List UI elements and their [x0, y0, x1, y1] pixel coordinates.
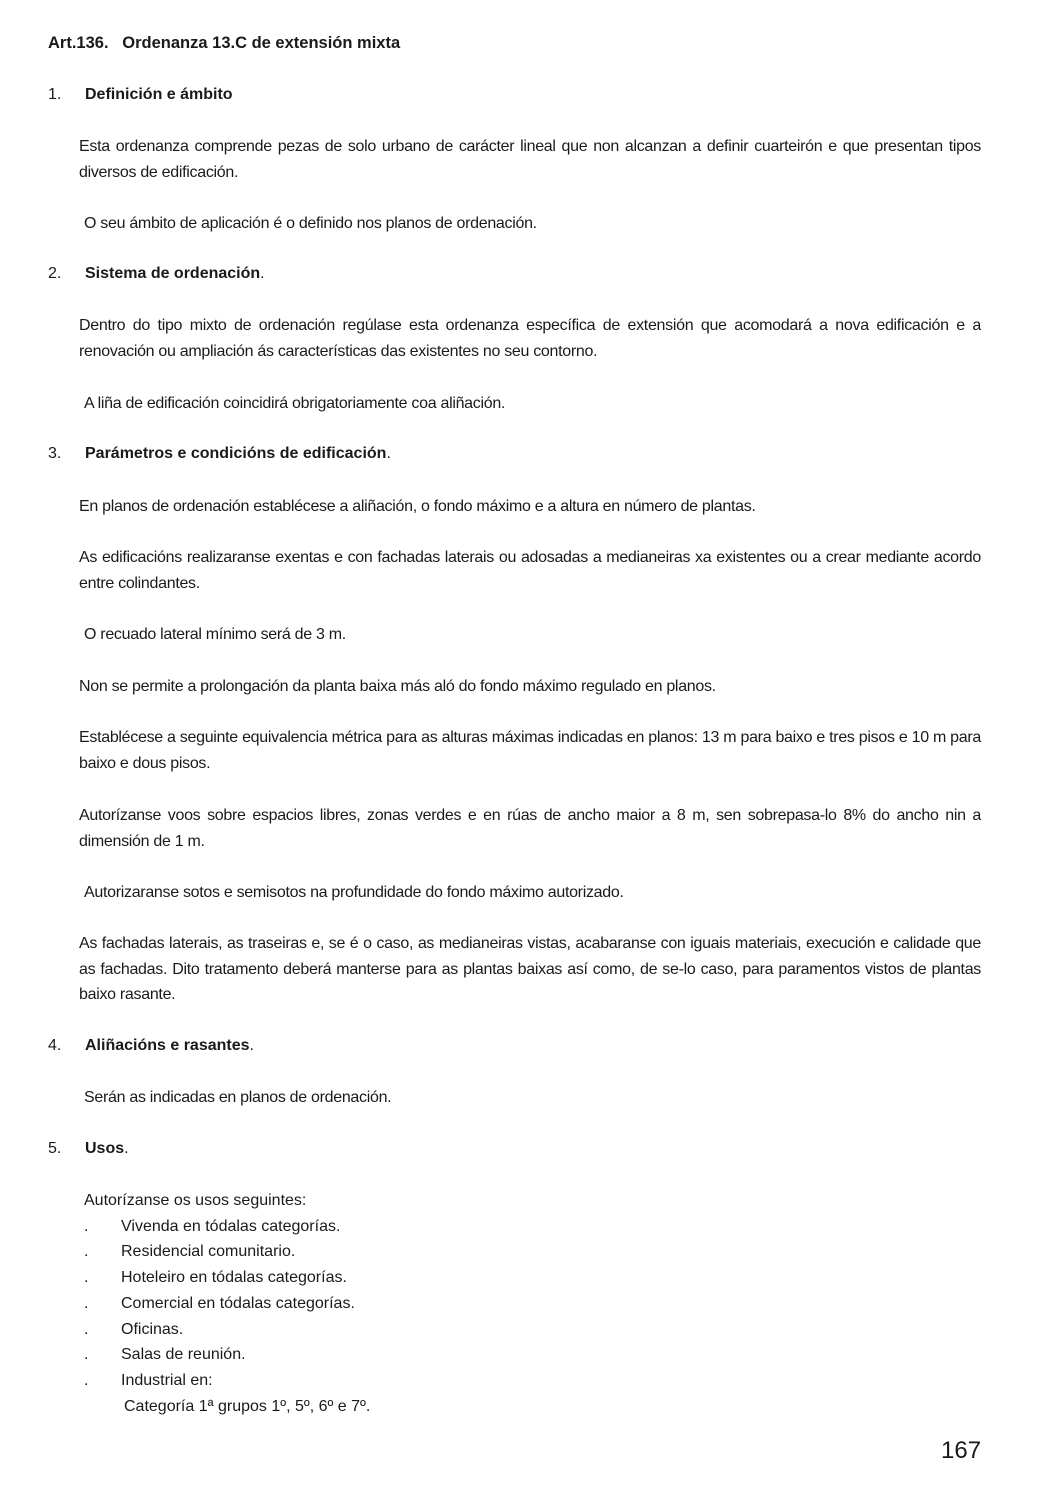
section-number: 2. [48, 265, 62, 282]
bullet: . [84, 1346, 89, 1364]
list-item [84, 1265, 370, 1291]
section-number: 3. [48, 445, 62, 462]
section-title: Usos [85, 1140, 125, 1157]
list-item-text: Comercial en tódalas categorías. [121, 1294, 355, 1312]
section-heading-1 [48, 86, 233, 104]
list-item-text: Residencial comunitario. [121, 1243, 296, 1261]
paragraph: A liña de edificación coincidirá obrigatoriamente coa aliñación. [84, 395, 506, 412]
paragraph: Establécese a seguinte equivalencia métrica para as alturas máximas indicadas en planos: 13 m para baixo e tres pisos e 10 m para baixo e dous pisos. [79, 729, 981, 772]
paragraph: Autorízanse voos sobre espacios libres, zonas verdes e en rúas de ancho maior a 8 m, sen sobrepasa-lo 8% do ancho nin a dimensión de 1 m. [79, 807, 981, 850]
section-heading-4 [48, 1037, 254, 1055]
list-item [84, 1342, 370, 1368]
bullet: . [84, 1371, 89, 1389]
section-title-suffix: . [249, 1037, 254, 1054]
paragraph: O seu ámbito de aplicación é o definido nos planos de ordenación. [84, 215, 537, 232]
list-item [84, 1317, 370, 1343]
section-heading-5 [48, 1140, 129, 1158]
section-title-suffix: . [124, 1140, 129, 1157]
list-item [84, 1368, 370, 1394]
section-title: Sistema de ordenación [85, 265, 261, 282]
paragraph: En planos de ordenación establécese a aliñación, o fondo máximo e a altura en número de plantas. [79, 498, 756, 515]
list-item-text: Industrial en: [121, 1371, 213, 1389]
section-title-suffix: . [260, 265, 265, 282]
bullet: . [84, 1320, 89, 1338]
industrial-category-detail: Categoría 1ª grupos 1º, 5º, 6º e 7º. [124, 1397, 371, 1415]
paragraph: Dentro do tipo mixto de ordenación regúlase esta ordenanza específica de extensión que acomodará a nova edificación e a renovación ou ampliación ás características das existentes no seu contorno. [79, 317, 981, 360]
section-heading-3 [48, 445, 391, 463]
bullet: . [84, 1243, 89, 1261]
section-number: 4. [48, 1037, 62, 1054]
uses-list [84, 1188, 370, 1419]
article-title: Art.136. Ordenanza 13.C de extensión mixta [48, 34, 401, 52]
paragraph: Autorizaranse sotos e semisotos na profundidade do fondo máximo autorizado. [84, 884, 624, 901]
section-title-suffix: . [386, 445, 391, 462]
section-title: Parámetros e condicións de edificación [85, 445, 387, 462]
uses-intro: Autorízanse os usos seguintes: [84, 1192, 307, 1209]
section-title: Definición e ámbito [85, 86, 233, 103]
section-title: Aliñacións e rasantes [85, 1037, 250, 1054]
list-item-text: Vivenda en tódalas categorías. [121, 1217, 341, 1235]
section-number: 5. [48, 1140, 62, 1157]
paragraph: As fachadas laterais, as traseiras e, se é o caso, as medianeiras vistas, acabaranse con iguais materiais, execución e calidade que as fachadas. Dito tratamento deberá manterse para as plantas baixas así como, de se-lo caso, para paramentos vistos de plantas baixo rasante. [79, 935, 981, 1003]
bullet: . [84, 1294, 89, 1312]
paragraph: As edificacións realizaranse exentas e con fachadas laterais ou adosadas a medianeiras xa existentes ou a crear mediante acordo entre colindantes. [79, 549, 981, 592]
paragraph: O recuado lateral mínimo será de 3 m. [84, 626, 346, 643]
list-item-text: Salas de reunión. [121, 1346, 246, 1364]
paragraph: Serán as indicadas en planos de ordenación. [84, 1089, 392, 1106]
bullet: . [84, 1269, 89, 1287]
list-item-text: Hoteleiro en tódalas categorías. [121, 1269, 347, 1287]
section-number: 1. [48, 86, 62, 103]
bullet: . [84, 1217, 89, 1235]
page-number: 167 [941, 1437, 982, 1464]
list-item [84, 1291, 370, 1317]
list-item-text: Oficinas. [121, 1320, 184, 1338]
paragraph: Esta ordenanza comprende pezas de solo urbano de carácter lineal que non alcanzan a definir cuarteirón e que presentan tipos diversos de edificación. [79, 138, 981, 181]
list-item [84, 1214, 370, 1240]
list-item [84, 1239, 370, 1265]
paragraph: Non se permite a prolongación da planta baixa más aló do fondo máximo regulado en planos. [79, 678, 716, 695]
section-heading-2 [48, 265, 265, 283]
